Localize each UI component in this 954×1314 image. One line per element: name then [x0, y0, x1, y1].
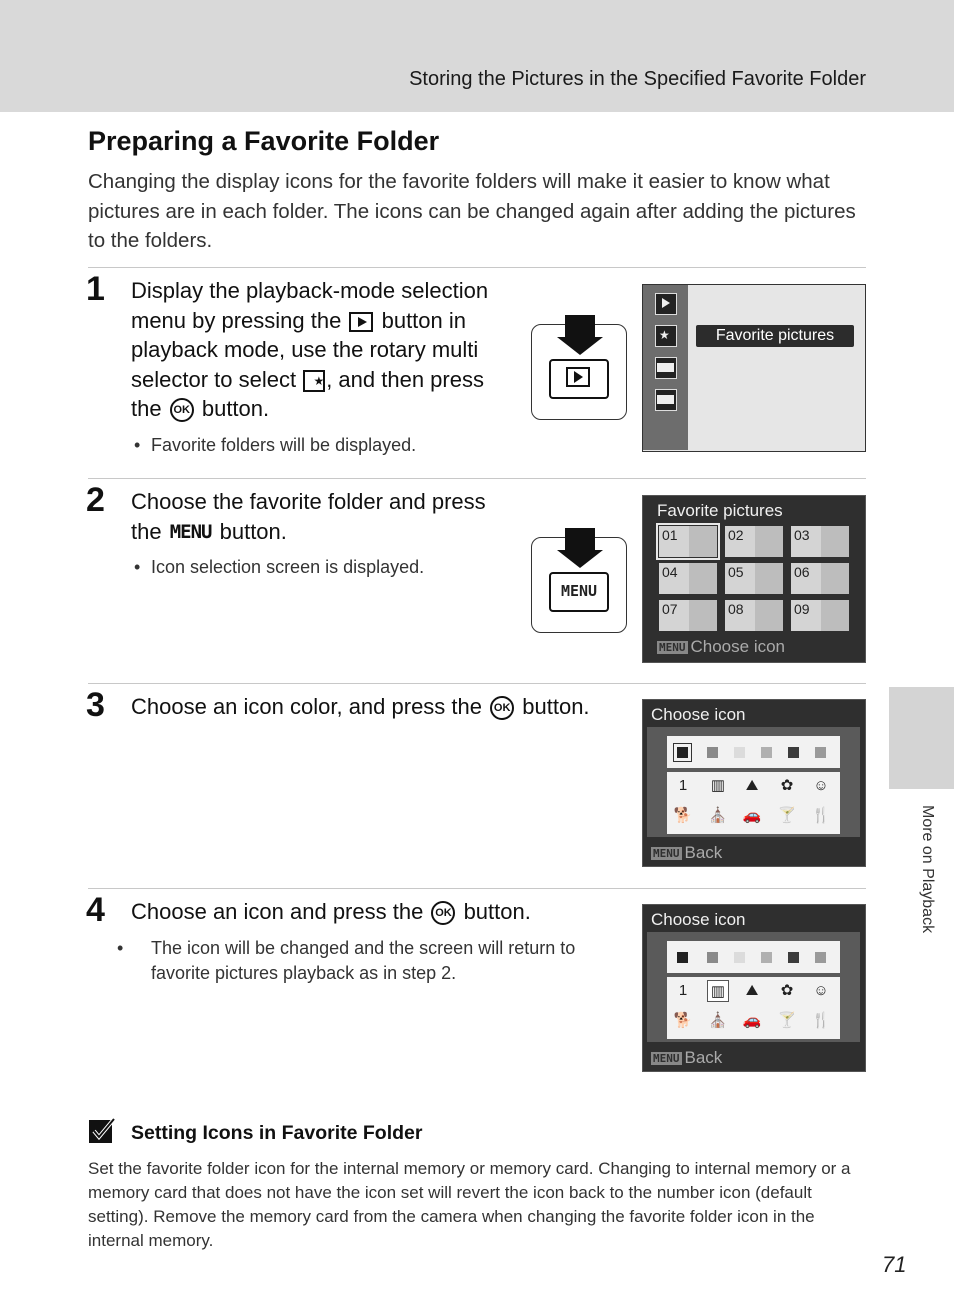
icon-grid [667, 977, 840, 1039]
mode-icon-column [643, 285, 688, 450]
folder-08: 08 [725, 600, 783, 631]
folder-09: 09 [791, 600, 849, 631]
divider [88, 683, 866, 684]
cocktail-icon: 🍸 [777, 807, 797, 824]
choose-icon-screen [642, 904, 866, 1072]
dog-icon: 🐕 [673, 807, 693, 824]
divider [88, 888, 866, 889]
camera-menu-button [531, 537, 627, 633]
step-2-bullet: • Icon selection screen is displayed. [134, 557, 425, 577]
folder-01: 01 [659, 526, 717, 557]
choose-icon-color-screen [642, 699, 866, 867]
divider [88, 478, 866, 479]
cutlery-icon: 🍴 [811, 807, 831, 824]
step-4-bullet: • The icon will be changed and the screen will return to favorite pictures playback as in step 2. [117, 938, 576, 983]
step-1-bullet: • Favorite folders will be displayed. [134, 435, 417, 455]
swatch-gray [707, 952, 718, 963]
checkmark-note-icon [88, 1117, 116, 1145]
header-band [0, 0, 954, 112]
cutlery-icon: 🍴 [811, 1012, 831, 1029]
screen-footer: MENU Choose icon [659, 637, 786, 656]
intro-paragraph: Changing the display icons for the favorite folders will make it easier to know what pictures are in each folder. The icons can be changed again after adding the pictures to the folders. [88, 170, 856, 252]
page-number: 71 [882, 1252, 907, 1277]
screen-title: Choose icon [651, 910, 746, 929]
color-row [667, 736, 840, 768]
ok-button-icon: OK [431, 901, 455, 925]
folder-04: 04 [659, 563, 717, 594]
icon-grid [667, 772, 840, 834]
favorite-pictures-icon [303, 370, 325, 392]
mountain-icon: ⛰ [745, 982, 759, 999]
building-icon: ▥ [710, 777, 726, 794]
face-icon: ☺ [813, 982, 829, 999]
chapter-tab [889, 687, 954, 789]
swatch-dark [788, 952, 799, 963]
swatch-black [677, 952, 688, 963]
car-icon: 🚗 [742, 807, 762, 824]
playback-mode-menu-screen [642, 284, 866, 452]
swatch-mid [815, 747, 826, 758]
step-1-text: Display the playback-mode selection menu by pressing the button in playback mode, use the rotary multi selector to select ★ , and then press the OK button. [131, 276, 501, 424]
number-icon: 1 [678, 982, 688, 999]
castle-icon: ⛪ [708, 1012, 728, 1029]
playback-button-face [549, 359, 609, 399]
folder-06: 06 [791, 563, 849, 594]
car-icon: 🚗 [742, 1012, 762, 1029]
swatch-light [734, 747, 745, 758]
number-icon: 1 [678, 777, 688, 794]
flower-icon: ✿ [780, 777, 794, 794]
favorite-pictures-label: Favorite pictures [696, 325, 854, 347]
swatch-silver [761, 952, 772, 963]
swatch-black [677, 747, 688, 758]
icon-panel [647, 727, 860, 837]
section-header: Storing the Pictures in the Specified Favorite Folder [409, 68, 866, 90]
step-2-text: Choose the favorite folder and press the MENU button. [131, 487, 501, 547]
favorite-pictures-screen [642, 495, 866, 663]
press-arrow-icon [565, 315, 595, 337]
step-number: 1 [86, 270, 105, 308]
folder-02: 02 [725, 526, 783, 557]
play-icon [655, 293, 677, 315]
mountain-icon: ⛰ [745, 777, 759, 794]
folder-07: 07 [659, 600, 717, 631]
castle-icon: ⛪ [708, 807, 728, 824]
playback-button-icon [349, 312, 373, 332]
folder-05: 05 [725, 563, 783, 594]
swatch-silver [761, 747, 772, 758]
step-number: 4 [86, 891, 105, 929]
building-icon: ▥ [707, 980, 729, 1002]
note-title: Setting Icons in Favorite Folder [131, 1122, 423, 1144]
swatch-gray [707, 747, 718, 758]
swatch-mid [815, 952, 826, 963]
flower-icon: ✿ [780, 982, 794, 999]
folder-03: 03 [791, 526, 849, 557]
press-arrow-icon [565, 528, 595, 550]
swatch-light [734, 952, 745, 963]
camera-playback-button [531, 324, 627, 420]
auto-sort-icon [655, 357, 677, 379]
face-icon: ☺ [813, 777, 829, 794]
menu-button-icon: MENU [169, 520, 212, 543]
color-row [667, 941, 840, 973]
menu-button-face: MENU [549, 572, 609, 612]
swatch-dark [788, 747, 799, 758]
cocktail-icon: 🍸 [777, 1012, 797, 1029]
screen-footer: MENU Back [653, 1048, 723, 1067]
list-by-date-icon [655, 389, 677, 411]
page-title: Preparing a Favorite Folder [88, 126, 440, 156]
screen-title: Choose icon [651, 705, 746, 724]
step-4-text: Choose an icon and press the OK button. [131, 899, 531, 924]
ok-button-icon: OK [170, 398, 194, 422]
note-body: Set the favorite folder icon for the internal memory or memory card. Changing to internal memory or a memory card that does not have the icon set will revert the icon back to the number icon (default setting). Remove the memory card from the camera when changing the favorite folder icon in the internal memory. [88, 1159, 851, 1250]
favorite-icon: ★ [655, 325, 677, 347]
screen-title: Favorite pictures [657, 501, 783, 520]
step-number: 2 [86, 481, 105, 519]
divider [88, 267, 866, 268]
ok-button-icon: OK [490, 696, 514, 720]
step-3-text: Choose an icon color, and press the OK button. [131, 694, 590, 719]
dog-icon: 🐕 [673, 1012, 693, 1029]
screen-footer: MENU Back [653, 843, 723, 862]
chapter-label: More on Playback [919, 805, 936, 934]
step-number: 3 [86, 686, 105, 724]
icon-panel [647, 932, 860, 1042]
